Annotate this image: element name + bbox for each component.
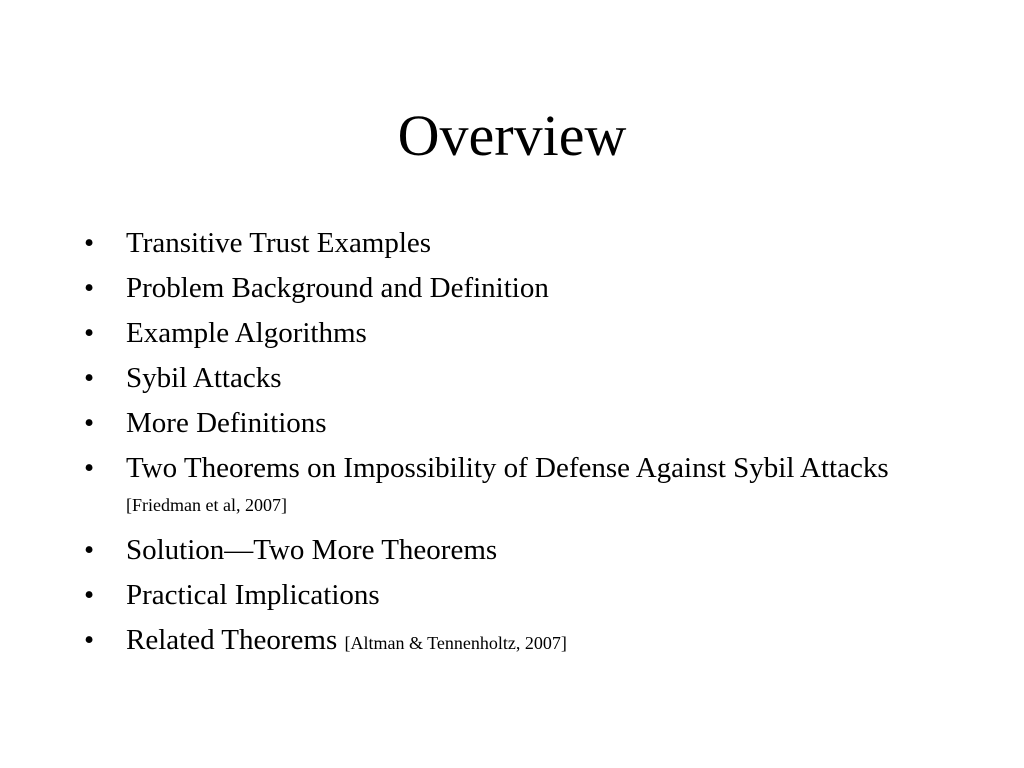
bullet-icon: •: [84, 272, 95, 304]
bullet-icon: •: [84, 452, 95, 484]
bullet-text: Two Theorems on Impossibility of Defense Against Sybil Attacks: [126, 452, 889, 484]
citation: [Altman & Tennenholtz, 2007]: [344, 633, 567, 653]
bullet-item: [84, 451, 964, 522]
bullet-icon: •: [84, 534, 95, 566]
bullet-item: [84, 316, 964, 350]
bullet-icon: •: [84, 317, 95, 349]
bullet-icon: •: [84, 579, 95, 611]
bullet-text: More Definitions: [126, 407, 327, 439]
bullet-item: [84, 623, 964, 660]
bullet-text: Related Theorems: [126, 624, 338, 656]
bullet-item: [84, 226, 964, 260]
bullet-icon: •: [84, 227, 95, 259]
bullet-item: [84, 533, 964, 567]
bullet-icon: •: [84, 407, 95, 439]
bullet-item: [84, 271, 964, 305]
bullet-text: Problem Background and Definition: [126, 272, 549, 304]
bullet-text: Transitive Trust Examples: [126, 227, 432, 259]
bullet-text: Practical Implications: [126, 579, 380, 611]
slide-title: Overview: [397, 103, 627, 168]
citation: [Friedman et al, 2007]: [126, 495, 287, 515]
bullet-text: Example Algorithms: [126, 317, 367, 349]
bullet-list: [84, 226, 964, 671]
bullet-item: [84, 578, 964, 612]
bullet-item: [84, 406, 964, 440]
bullet-text: Sybil Attacks: [126, 362, 282, 394]
bullet-icon: •: [84, 362, 95, 394]
bullet-text: Solution—Two More Theorems: [126, 534, 498, 566]
bullet-icon: •: [84, 624, 95, 656]
bullet-item: [84, 361, 964, 395]
